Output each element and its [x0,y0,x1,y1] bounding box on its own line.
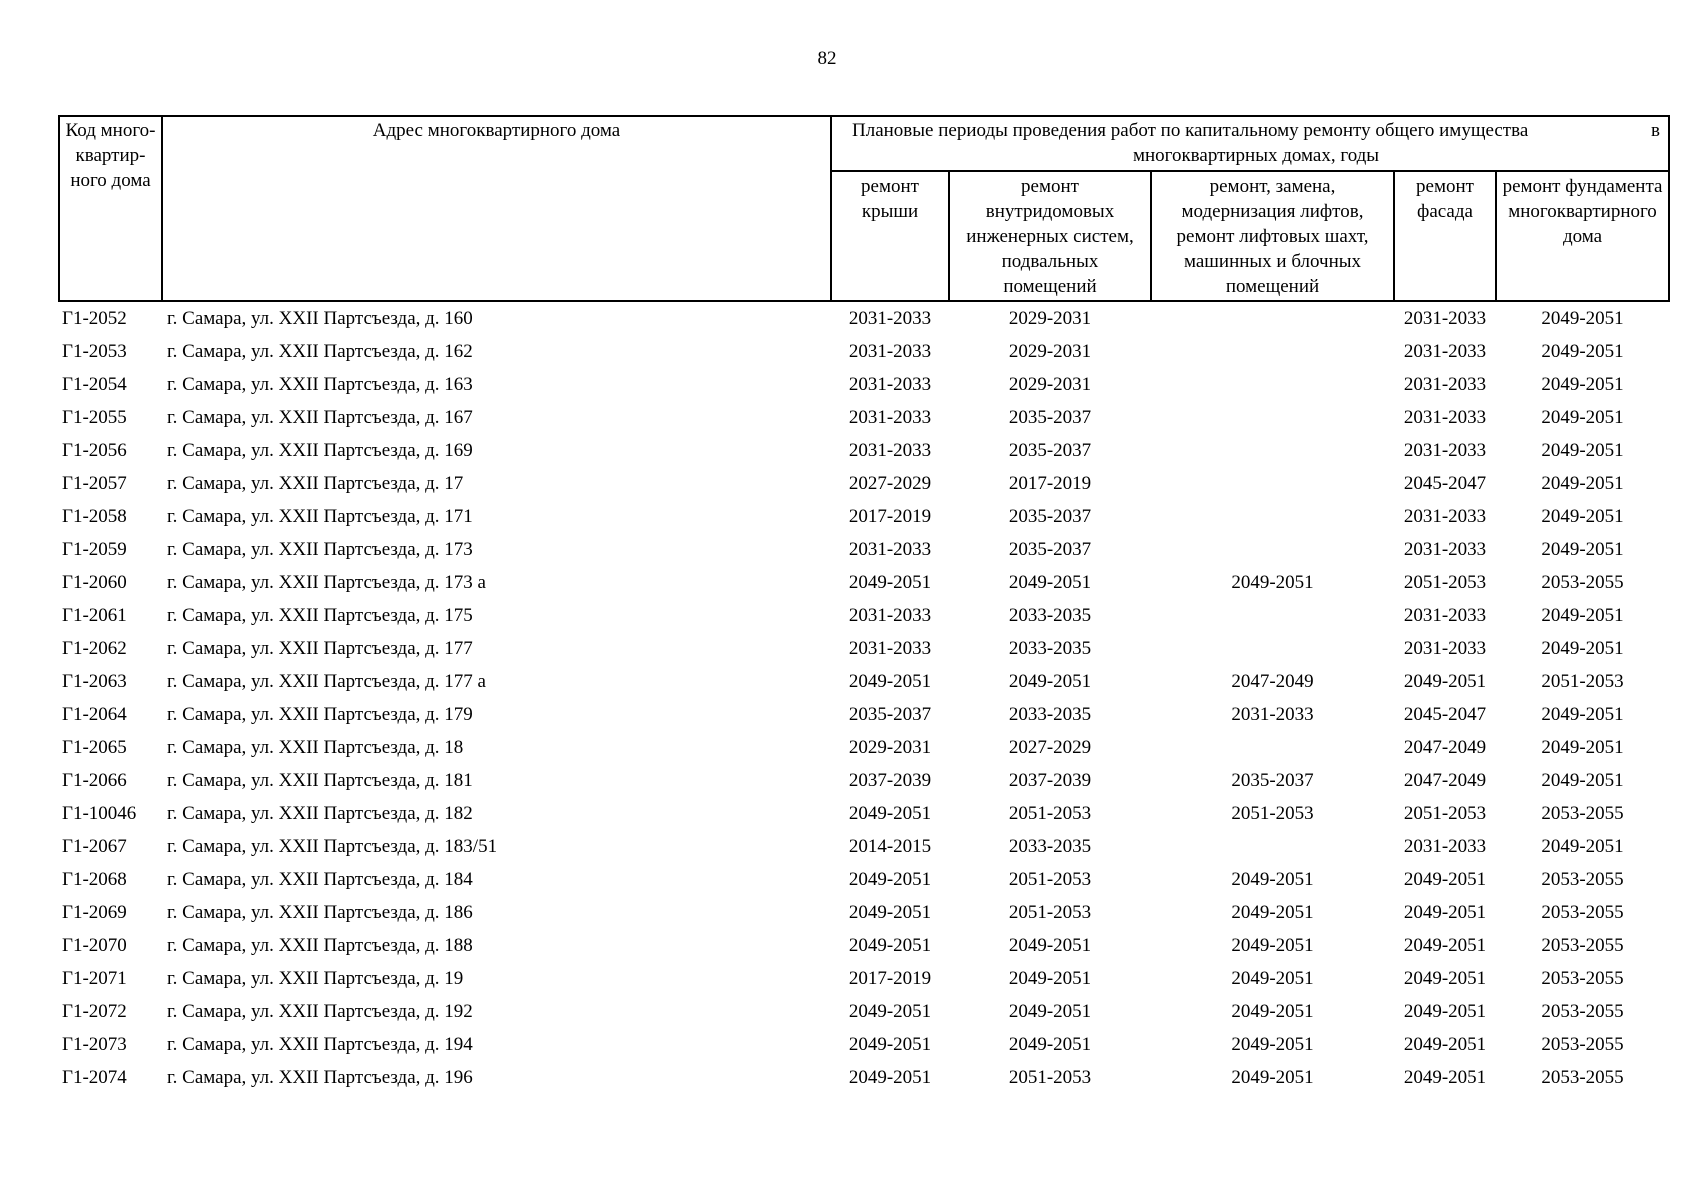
cell-code: Г1-2062 [62,638,127,659]
cell-address: г. Самара, ул. XXII Партсъезда, д. 194 [167,1034,473,1055]
cell-facade: 2031-2033 [1403,539,1487,560]
cell-engineering: 2051-2053 [1008,1067,1092,1088]
header-lifts [1151,171,1394,301]
table-row [59,995,1669,1028]
table-row [59,962,1669,995]
cell-lifts [1151,368,1394,401]
header-roof-line: крыши [861,201,919,222]
cell-code: Г1-2059 [62,539,127,560]
table-row [59,434,1669,467]
cell-lifts [1151,599,1394,632]
table-row [59,467,1669,500]
cell-facade: 2031-2033 [1403,605,1487,626]
cell-lifts: 2049-2051 [1231,968,1314,989]
cell-facade: 2031-2033 [1403,440,1487,461]
cell-foundation: 2049-2051 [1541,539,1624,560]
header-lifts-line: модернизация лифтов, [1181,201,1364,222]
cell-lifts: 2049-2051 [1231,1001,1314,1022]
cell-facade: 2031-2033 [1403,407,1487,428]
cell-roof: 2017-2019 [848,968,932,989]
cell-code: Г1-2060 [62,572,127,593]
table-row [59,301,1669,335]
cell-lifts [1151,434,1394,467]
header-facade-line: ремонт [1416,176,1474,197]
cell-code: Г1-2074 [62,1067,127,1088]
cell-code: Г1-2052 [62,308,127,329]
cell-foundation: 2053-2055 [1541,869,1624,890]
cell-roof: 2031-2033 [848,638,932,659]
cell-code: Г1-2054 [62,374,127,395]
table-row [59,1061,1669,1094]
cell-roof: 2049-2051 [848,1001,932,1022]
cell-facade: 2031-2033 [1403,308,1487,329]
cell-roof: 2049-2051 [848,1067,932,1088]
cell-address: г. Самара, ул. XXII Партсъезда, д. 196 [167,1067,473,1088]
header-engineering-line: инженерных систем, [966,226,1134,247]
cell-facade: 2031-2033 [1403,341,1487,362]
cell-engineering: 2049-2051 [1008,1001,1092,1022]
cell-foundation: 2049-2051 [1541,407,1624,428]
table-row [59,665,1669,698]
cell-address: г. Самара, ул. XXII Партсъезда, д. 186 [167,902,473,923]
cell-foundation: 2053-2055 [1541,935,1624,956]
cell-engineering: 2029-2031 [1008,308,1092,329]
cell-roof: 2049-2051 [848,671,932,692]
cell-roof: 2031-2033 [848,341,932,362]
cell-address: г. Самара, ул. XXII Партсъезда, д. 188 [167,935,473,956]
table-row [59,599,1669,632]
table-row [59,764,1669,797]
cell-roof: 2049-2051 [848,935,932,956]
header-group-line1: Плановые периоды проведения работ по капитальному ремонту общего имущества [852,120,1529,141]
cell-lifts: 2035-2037 [1231,770,1314,791]
header-foundation-line: дома [1562,226,1603,247]
cell-engineering: 2029-2031 [1008,374,1092,395]
cell-code: Г1-2056 [62,440,127,461]
cell-facade: 2051-2053 [1403,803,1487,824]
cell-lifts: 2049-2051 [1231,572,1314,593]
header-engineering-line: помещений [1003,276,1097,297]
cell-facade: 2031-2033 [1403,638,1487,659]
cell-foundation: 2053-2055 [1541,1001,1624,1022]
cell-code: Г1-2073 [62,1034,127,1055]
cell-roof: 2031-2033 [848,440,932,461]
table-row [59,1028,1669,1061]
header-foundation [1496,171,1669,301]
table-row [59,830,1669,863]
cell-engineering: 2035-2037 [1008,506,1092,527]
cell-roof: 2031-2033 [848,308,932,329]
cell-code: Г1-2071 [62,968,127,989]
cell-roof: 2049-2051 [848,869,932,890]
cell-facade: 2031-2033 [1403,506,1487,527]
cell-engineering: 2051-2053 [1008,902,1092,923]
cell-address: г. Самара, ул. XXII Партсъезда, д. 173 а [167,572,486,593]
cell-engineering: 2049-2051 [1008,935,1092,956]
cell-address: г. Самара, ул. XXII Партсъезда, д. 19 [167,968,464,989]
cell-code: Г1-2053 [62,341,127,362]
cell-engineering: 2049-2051 [1008,968,1092,989]
cell-code: Г1-2069 [62,902,127,923]
cell-facade: 2049-2051 [1403,968,1487,989]
cell-code: Г1-2067 [62,836,127,857]
cell-lifts: 2049-2051 [1231,1034,1314,1055]
header-code [59,116,162,301]
header-address: Адрес многоквартирного дома [162,116,831,301]
table-row [59,731,1669,764]
cell-engineering: 2035-2037 [1008,407,1092,428]
cell-facade: 2049-2051 [1403,1001,1487,1022]
table-row [59,533,1669,566]
table-row [59,401,1669,434]
cell-address: г. Самара, ул. XXII Партсъезда, д. 177 [167,638,473,659]
cell-code: Г1-2070 [62,935,127,956]
cell-address: г. Самара, ул. XXII Партсъезда, д. 175 [167,605,473,626]
cell-address: г. Самара, ул. XXII Партсъезда, д. 169 [167,440,473,461]
cell-engineering: 2029-2031 [1008,341,1092,362]
cell-facade: 2045-2047 [1403,473,1487,494]
repair-schedule-table [58,115,1670,1094]
cell-engineering: 2049-2051 [1008,671,1092,692]
cell-roof: 2031-2033 [848,539,932,560]
cell-lifts: 2031-2033 [1231,704,1314,725]
cell-lifts [1151,401,1394,434]
cell-address: г. Самара, ул. XXII Партсъезда, д. 177 а [167,671,486,692]
header-roof-line: ремонт [861,176,919,197]
cell-roof: 2049-2051 [848,902,932,923]
cell-engineering: 2051-2053 [1008,803,1092,824]
table-row [59,863,1669,896]
cell-lifts: 2049-2051 [1231,869,1314,890]
cell-foundation: 2053-2055 [1541,803,1624,824]
cell-roof: 2031-2033 [848,374,932,395]
cell-foundation: 2049-2051 [1541,605,1624,626]
header-engineering [949,171,1151,301]
cell-address: г. Самара, ул. XXII Партсъезда, д. 171 [167,506,473,527]
header-code-line: Код много- [65,120,156,141]
cell-facade: 2049-2051 [1403,1034,1487,1055]
header-lifts-line: машинных и блочных [1183,251,1362,272]
table-row [59,500,1669,533]
header-group-line1-tail: в [1651,120,1661,141]
header-lifts-line: ремонт лифтовых шахт, [1176,226,1369,247]
cell-engineering: 2037-2039 [1008,770,1092,791]
header-lifts-line: помещений [1225,276,1320,297]
cell-engineering: 2035-2037 [1008,539,1092,560]
cell-code: Г1-2068 [62,869,127,890]
cell-code: Г1-2066 [62,770,127,791]
cell-engineering: 2051-2053 [1008,869,1092,890]
cell-roof: 2049-2051 [848,1034,932,1055]
cell-engineering: 2035-2037 [1008,440,1092,461]
cell-code: Г1-2057 [62,473,127,494]
cell-foundation: 2049-2051 [1541,308,1624,329]
table-header [59,116,1669,301]
cell-engineering: 2027-2029 [1008,737,1092,758]
cell-address: г. Самара, ул. XXII Партсъезда, д. 18 [167,737,464,758]
cell-roof: 2049-2051 [848,803,932,824]
cell-engineering: 2017-2019 [1008,473,1092,494]
header-engineering-line: внутридомовых [985,201,1115,222]
cell-lifts: 2051-2053 [1231,803,1314,824]
header-code-line: ного дома [70,170,151,191]
page-number: 82 [817,48,837,69]
cell-facade: 2049-2051 [1403,869,1487,890]
cell-roof: 2029-2031 [848,737,932,758]
cell-facade: 2049-2051 [1403,902,1487,923]
cell-roof: 2017-2019 [848,506,932,527]
cell-foundation: 2053-2055 [1541,1034,1624,1055]
cell-foundation: 2049-2051 [1541,341,1624,362]
cell-code: Г1-10046 [62,803,137,824]
cell-code: Г1-2065 [62,737,127,758]
cell-roof: 2027-2029 [848,473,932,494]
table-row [59,566,1669,599]
table-row [59,896,1669,929]
cell-roof: 2031-2033 [848,605,932,626]
cell-address: г. Самара, ул. XXII Партсъезда, д. 173 [167,539,473,560]
header-facade-line: фасада [1417,201,1473,222]
cell-facade: 2047-2049 [1403,737,1487,758]
cell-foundation: 2049-2051 [1541,473,1624,494]
cell-facade: 2049-2051 [1403,1067,1487,1088]
cell-foundation: 2049-2051 [1541,737,1624,758]
cell-foundation: 2053-2055 [1541,902,1624,923]
cell-address: г. Самара, ул. XXII Партсъезда, д. 184 [167,869,473,890]
cell-address: г. Самара, ул. XXII Партсъезда, д. 192 [167,1001,473,1022]
cell-address: г. Самара, ул. XXII Партсъезда, д. 182 [167,803,473,824]
header-foundation-line: ремонт фундамента [1502,176,1663,197]
cell-lifts [1151,830,1394,863]
cell-code: Г1-2058 [62,506,127,527]
header-planned-periods [831,116,1669,171]
cell-roof: 2037-2039 [848,770,932,791]
table-row [59,698,1669,731]
cell-roof: 2014-2015 [848,836,932,857]
table-body [59,301,1669,1094]
cell-code: Г1-2061 [62,605,127,626]
cell-roof: 2049-2051 [848,572,932,593]
cell-address: г. Самара, ул. XXII Партсъезда, д. 181 [167,770,473,791]
cell-roof: 2035-2037 [848,704,932,725]
cell-foundation: 2053-2055 [1541,1067,1624,1088]
cell-lifts [1151,467,1394,500]
table-row [59,368,1669,401]
cell-facade: 2045-2047 [1403,704,1487,725]
table-row [59,632,1669,665]
cell-lifts [1151,335,1394,368]
cell-code: Г1-2072 [62,1001,127,1022]
cell-lifts [1151,533,1394,566]
cell-foundation: 2051-2053 [1541,671,1624,692]
cell-lifts [1151,500,1394,533]
cell-lifts: 2047-2049 [1231,671,1314,692]
cell-engineering: 2033-2035 [1008,605,1092,626]
header-facade [1394,171,1496,301]
cell-facade: 2031-2033 [1403,374,1487,395]
cell-facade: 2051-2053 [1403,572,1487,593]
cell-lifts [1151,301,1394,335]
cell-foundation: 2049-2051 [1541,440,1624,461]
header-engineering-line: подвальных [1001,251,1099,272]
table-row [59,929,1669,962]
cell-lifts: 2049-2051 [1231,1067,1314,1088]
cell-code: Г1-2063 [62,671,127,692]
cell-code: Г1-2055 [62,407,127,428]
cell-foundation: 2049-2051 [1541,638,1624,659]
cell-address: г. Самара, ул. XXII Партсъезда, д. 160 [167,308,473,329]
table-row [59,335,1669,368]
cell-foundation: 2049-2051 [1541,836,1624,857]
cell-foundation: 2049-2051 [1541,506,1624,527]
cell-engineering: 2049-2051 [1008,1034,1092,1055]
header-foundation-line: многоквартирного [1508,201,1657,222]
header-group-line2: многоквартирных домах, годы [1132,145,1380,166]
cell-address: г. Самара, ул. XXII Партсъезда, д. 17 [167,473,464,494]
cell-facade: 2049-2051 [1403,935,1487,956]
cell-foundation: 2049-2051 [1541,770,1624,791]
cell-foundation: 2049-2051 [1541,374,1624,395]
cell-engineering: 2033-2035 [1008,704,1092,725]
cell-facade: 2047-2049 [1403,770,1487,791]
cell-address: г. Самара, ул. XXII Партсъезда, д. 179 [167,704,473,725]
header-code-line: квартир- [75,145,146,166]
cell-address: г. Самара, ул. XXII Партсъезда, д. 183/51 [167,836,498,857]
cell-foundation: 2053-2055 [1541,968,1624,989]
cell-engineering: 2033-2035 [1008,836,1092,857]
cell-foundation: 2053-2055 [1541,572,1624,593]
cell-address: г. Самара, ул. XXII Партсъезда, д. 163 [167,374,473,395]
cell-lifts [1151,731,1394,764]
cell-engineering: 2049-2051 [1008,572,1092,593]
cell-facade: 2031-2033 [1403,836,1487,857]
cell-address: г. Самара, ул. XXII Партсъезда, д. 162 [167,341,473,362]
cell-facade: 2049-2051 [1403,671,1487,692]
cell-lifts: 2049-2051 [1231,935,1314,956]
header-roof [831,171,949,301]
header-engineering-line: ремонт [1021,176,1079,197]
cell-code: Г1-2064 [62,704,127,725]
cell-engineering: 2033-2035 [1008,638,1092,659]
cell-lifts: 2049-2051 [1231,902,1314,923]
cell-address: г. Самара, ул. XXII Партсъезда, д. 167 [167,407,473,428]
cell-foundation: 2049-2051 [1541,704,1624,725]
table-row [59,797,1669,830]
cell-roof: 2031-2033 [848,407,932,428]
header-lifts-line: ремонт, замена, [1209,176,1336,197]
cell-lifts [1151,632,1394,665]
